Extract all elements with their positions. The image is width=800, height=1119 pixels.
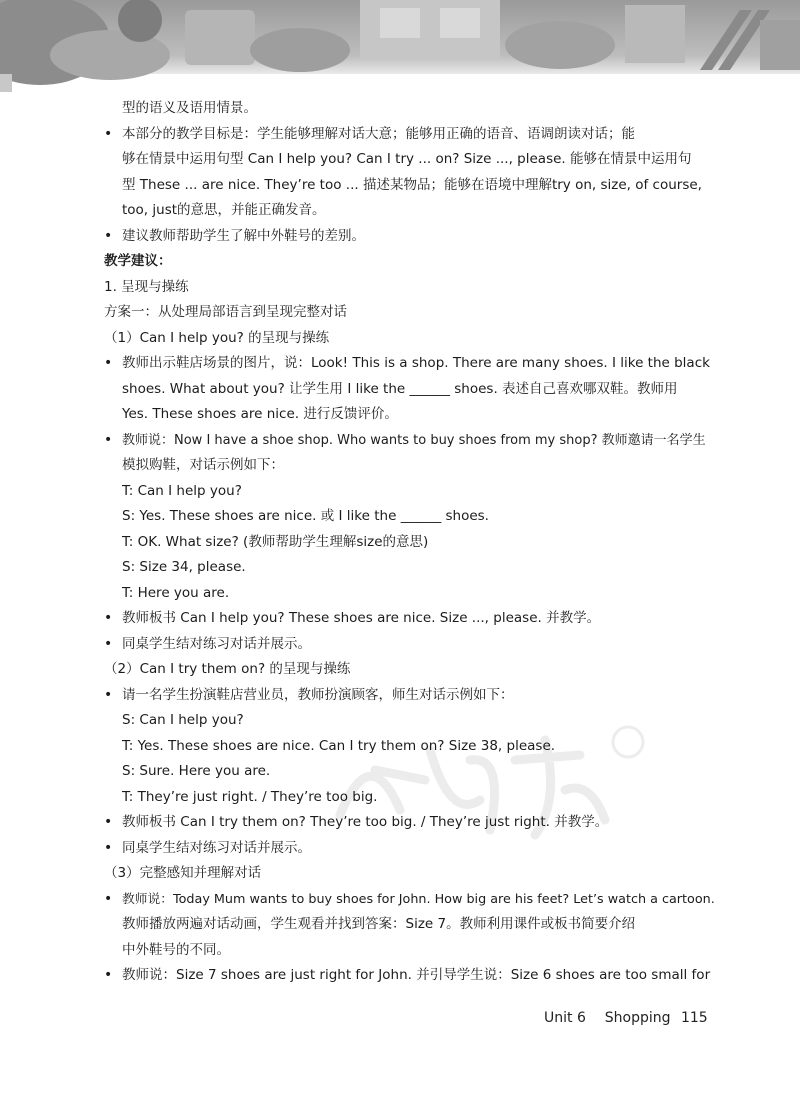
bullet-item: • 教师说：Size 7 shoes are just right for John. 并引导学生说：Size 6 shoes are too small for xyxy=(104,963,714,989)
step-title: （1）Can I help you? 的呈现与操练 xyxy=(104,329,330,346)
dialog-line: T: They’re just right. / They’re too big. xyxy=(122,788,378,805)
page-body xyxy=(104,96,714,989)
page-footer xyxy=(544,1010,708,1026)
bullet-item: • 教师说：Today Mum wants to buy shoes for John. How big are his feet? Let’s watch a cartoon. xyxy=(104,887,714,913)
text-line: Yes. These shoes are nice. 进行反馈评价。 xyxy=(122,406,398,422)
dialog-line: T: Yes. These shoes are nice. Can I try them on? Size 38, please. xyxy=(122,737,556,754)
text-line: 中外鞋号的不同。 xyxy=(122,941,230,958)
bullet-item: • 教师出示鞋店场景的图片，说：Look! This is a shop. There are many shoes. I like the black xyxy=(104,351,714,377)
text-line: 够在情景中运用句型 Can I help you? Can I try ... on? Size ..., please. 能够在情景中运用句 xyxy=(122,151,692,167)
step-title: （3）完整感知并理解对话 xyxy=(104,865,262,881)
text-line: 型 These ... are nice. They’re too ... 描述某物品；能够在语境中理解try on, size, of course, xyxy=(122,176,702,193)
section-heading: 教学建议： xyxy=(104,253,172,269)
footer-unit: Unit 6 xyxy=(544,1010,586,1026)
plan-title: 方案一：从处理局部语言到呈现完整对话 xyxy=(104,304,347,320)
dialog-line: S: Yes. These shoes are nice. 或 I like the ______ shoes. xyxy=(122,508,489,524)
dialog-line: S: Size 34, please. xyxy=(122,559,246,575)
step-title: （2）Can I try them on? 的呈现与操练 xyxy=(104,661,351,677)
dialog-line: T: OK. What size? (教师帮助学生理解size的意思) xyxy=(122,533,429,550)
footer-title: Shopping xyxy=(604,1010,671,1026)
bullet-item: • 教师板书 Can I help you? These shoes are nice. Size ..., please. 并教学。 xyxy=(104,606,714,632)
dialog-line: T: Can I help you? xyxy=(122,482,242,499)
dialog-line: S: Can I help you? xyxy=(122,712,244,728)
bullet-item: • 本部分的教学目标是：学生能够理解对话大意；能够用正确的语音、语调朗读对话；能 xyxy=(104,122,714,148)
text-line: too, just的意思，并能正确发音。 xyxy=(122,202,326,218)
bullet-item: • 请一名学生扮演鞋店营业员，教师扮演顾客，师生对话示例如下： xyxy=(104,683,714,709)
dialog-line: S: Sure. Here you are. xyxy=(122,763,271,779)
header-illustration xyxy=(0,0,800,92)
page-number: 115 xyxy=(680,1010,708,1026)
text-line: 教师播放两遍对话动画，学生观看并找到答案：Size 7。教师利用课件或板书简要介绍 xyxy=(122,916,636,932)
bullet-item: • 教师说：Now I have a shoe shop. Who wants to buy shoes from my shop? 教师邀请一名学生 xyxy=(104,428,714,454)
dialog-line: T: Here you are. xyxy=(122,584,230,601)
text-line: shoes. What about you? 让学生用 I like the ______ shoes. 表述自己喜欢哪双鞋。教师用 xyxy=(122,380,678,397)
header-illustration-graphic xyxy=(0,0,800,92)
text-line: 型的语义及语用情景。 xyxy=(122,100,257,116)
bullet-item: • 教师板书 Can I try them on? They’re too big. / They’re just right. 并教学。 xyxy=(104,810,714,836)
text-line: 模拟购鞋，对话示例如下： xyxy=(122,457,284,473)
bullet-item: • 同桌学生结对练习对话并展示。 xyxy=(104,632,714,658)
bullet-item: • 同桌学生结对练习对话并展示。 xyxy=(104,836,714,862)
subsection-title: 1. 呈现与操练 xyxy=(104,278,189,295)
bullet-item: • 建议教师帮助学生了解中外鞋号的差别。 xyxy=(104,224,714,250)
